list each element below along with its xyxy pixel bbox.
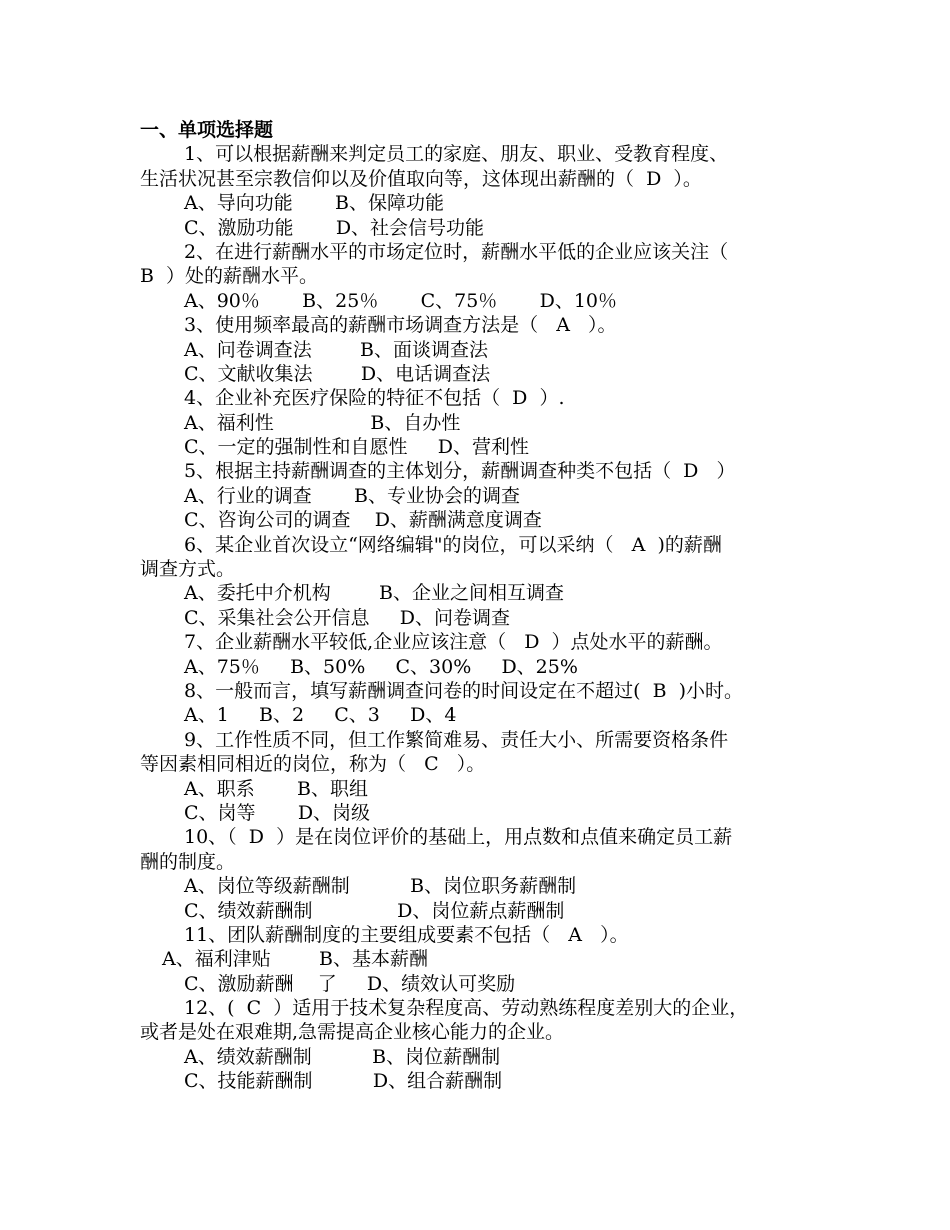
answer-options: C、激励功能 D、社会信号功能 [184, 216, 485, 239]
question-continuation: 调查方式。 [140, 558, 236, 581]
answer-options: C、文献收集法 D、电话调查法 [184, 362, 491, 385]
question-stem: 7、企业薪酬水平较低,企业应该注意（ D ）点处水平的薪酬。 [184, 631, 723, 654]
question-stem: 11、团队薪酬制度的主要组成要素不包括（ A ）。 [184, 923, 629, 946]
question-continuation: 生活状况甚至宗教信仰以及价值取向等，这体现出薪酬的（ D ）。 [140, 167, 702, 190]
question-continuation: 酬的制度。 [140, 850, 236, 873]
question-stem: 3、使用频率最高的薪酬市场调查方法是（ A ）。 [184, 314, 617, 337]
document-page [140, 118, 820, 1094]
question-stem: 5、根据主持薪酬调查的主体划分，薪酬调查种类不包括（ D ） [184, 460, 736, 483]
answer-options: A、福利性 B、自办性 [184, 411, 461, 434]
section-title: 一、单项选择题 [140, 119, 274, 141]
answer-options: A、问卷调查法 B、面谈调查法 [184, 338, 489, 361]
question-stem: 10、（ D ）是在岗位评价的基础上，用点数和点值来确定员工薪 [184, 826, 733, 849]
question-continuation: 或者是处在艰难期,急需提高企业核心能力的企业。 [140, 1021, 565, 1044]
answer-options: C、激励薪酬 了 D、绩效认可奖励 [184, 972, 516, 995]
question-stem: 9、工作性质不同，但工作繁简难易、责任大小、所需要资格条件 [184, 728, 729, 751]
answer-options: A、1 B、2 C、3 D、4 [184, 704, 457, 727]
answer-options: A、导向功能 B、保障功能 [184, 192, 444, 215]
answer-options: A、行业的调查 B、专业协会的调查 [184, 484, 520, 507]
question-continuation: 等因素相同相近的岗位，称为（ C ）。 [140, 753, 486, 776]
answer-options: C、咨询公司的调查 D、薪酬满意度调查 [184, 509, 542, 532]
question-list [140, 142, 820, 1093]
question-stem: 12、( C ）适用于技术复杂程度高、劳动熟练程度差别大的企业， [184, 997, 749, 1020]
question-stem: 2、在进行薪酬水平的市场定位时，薪酬水平低的企业应该关注（ [184, 240, 729, 263]
answer-options: C、采集社会公开信息 D、问卷调查 [184, 606, 510, 629]
answer-options: A、职系 B、职组 [184, 777, 368, 800]
question-stem: 4、企业补充医疗保险的特征不包括（ D ）. [184, 387, 565, 410]
question-stem: 8、一般而言，填写薪酬调查问卷的时间设定在不超过( B )小时。 [184, 679, 744, 702]
answer-options: A、90％ B、25％ C、75％ D、10％ [184, 289, 617, 312]
answer-options: C、岗等 D、岗级 [184, 801, 371, 824]
answer-options: C、技能薪酬制 D、组合薪酬制 [184, 1070, 503, 1093]
question-stem: 1、可以根据薪酬来判定员工的家庭、朋友、职业、受教育程度、 [184, 143, 729, 166]
answer-options: C、绩效薪酬制 D、岗位薪点薪酬制 [184, 899, 565, 922]
answer-options: A、75％ B、50% C、30% D、25% [184, 655, 578, 678]
answer-options: A、绩效薪酬制 B、岗位薪酬制 [184, 1045, 501, 1068]
answer-options: A、委托中介机构 B、企业之间相互调查 [184, 582, 565, 605]
answer-options: A、福利津贴 B、基本薪酬 [162, 948, 429, 971]
question-stem: 6、某企业首次设立“网络编辑"的岗位，可以采纳（ A )的薪酬 [184, 533, 722, 556]
answer-options: C、一定的强制性和自愿性 D、营利性 [184, 436, 529, 459]
question-continuation: B ）处的薪酬水平。 [140, 265, 319, 288]
answer-options: A、岗位等级薪酬制 B、岗位职务薪酬制 [184, 875, 577, 898]
